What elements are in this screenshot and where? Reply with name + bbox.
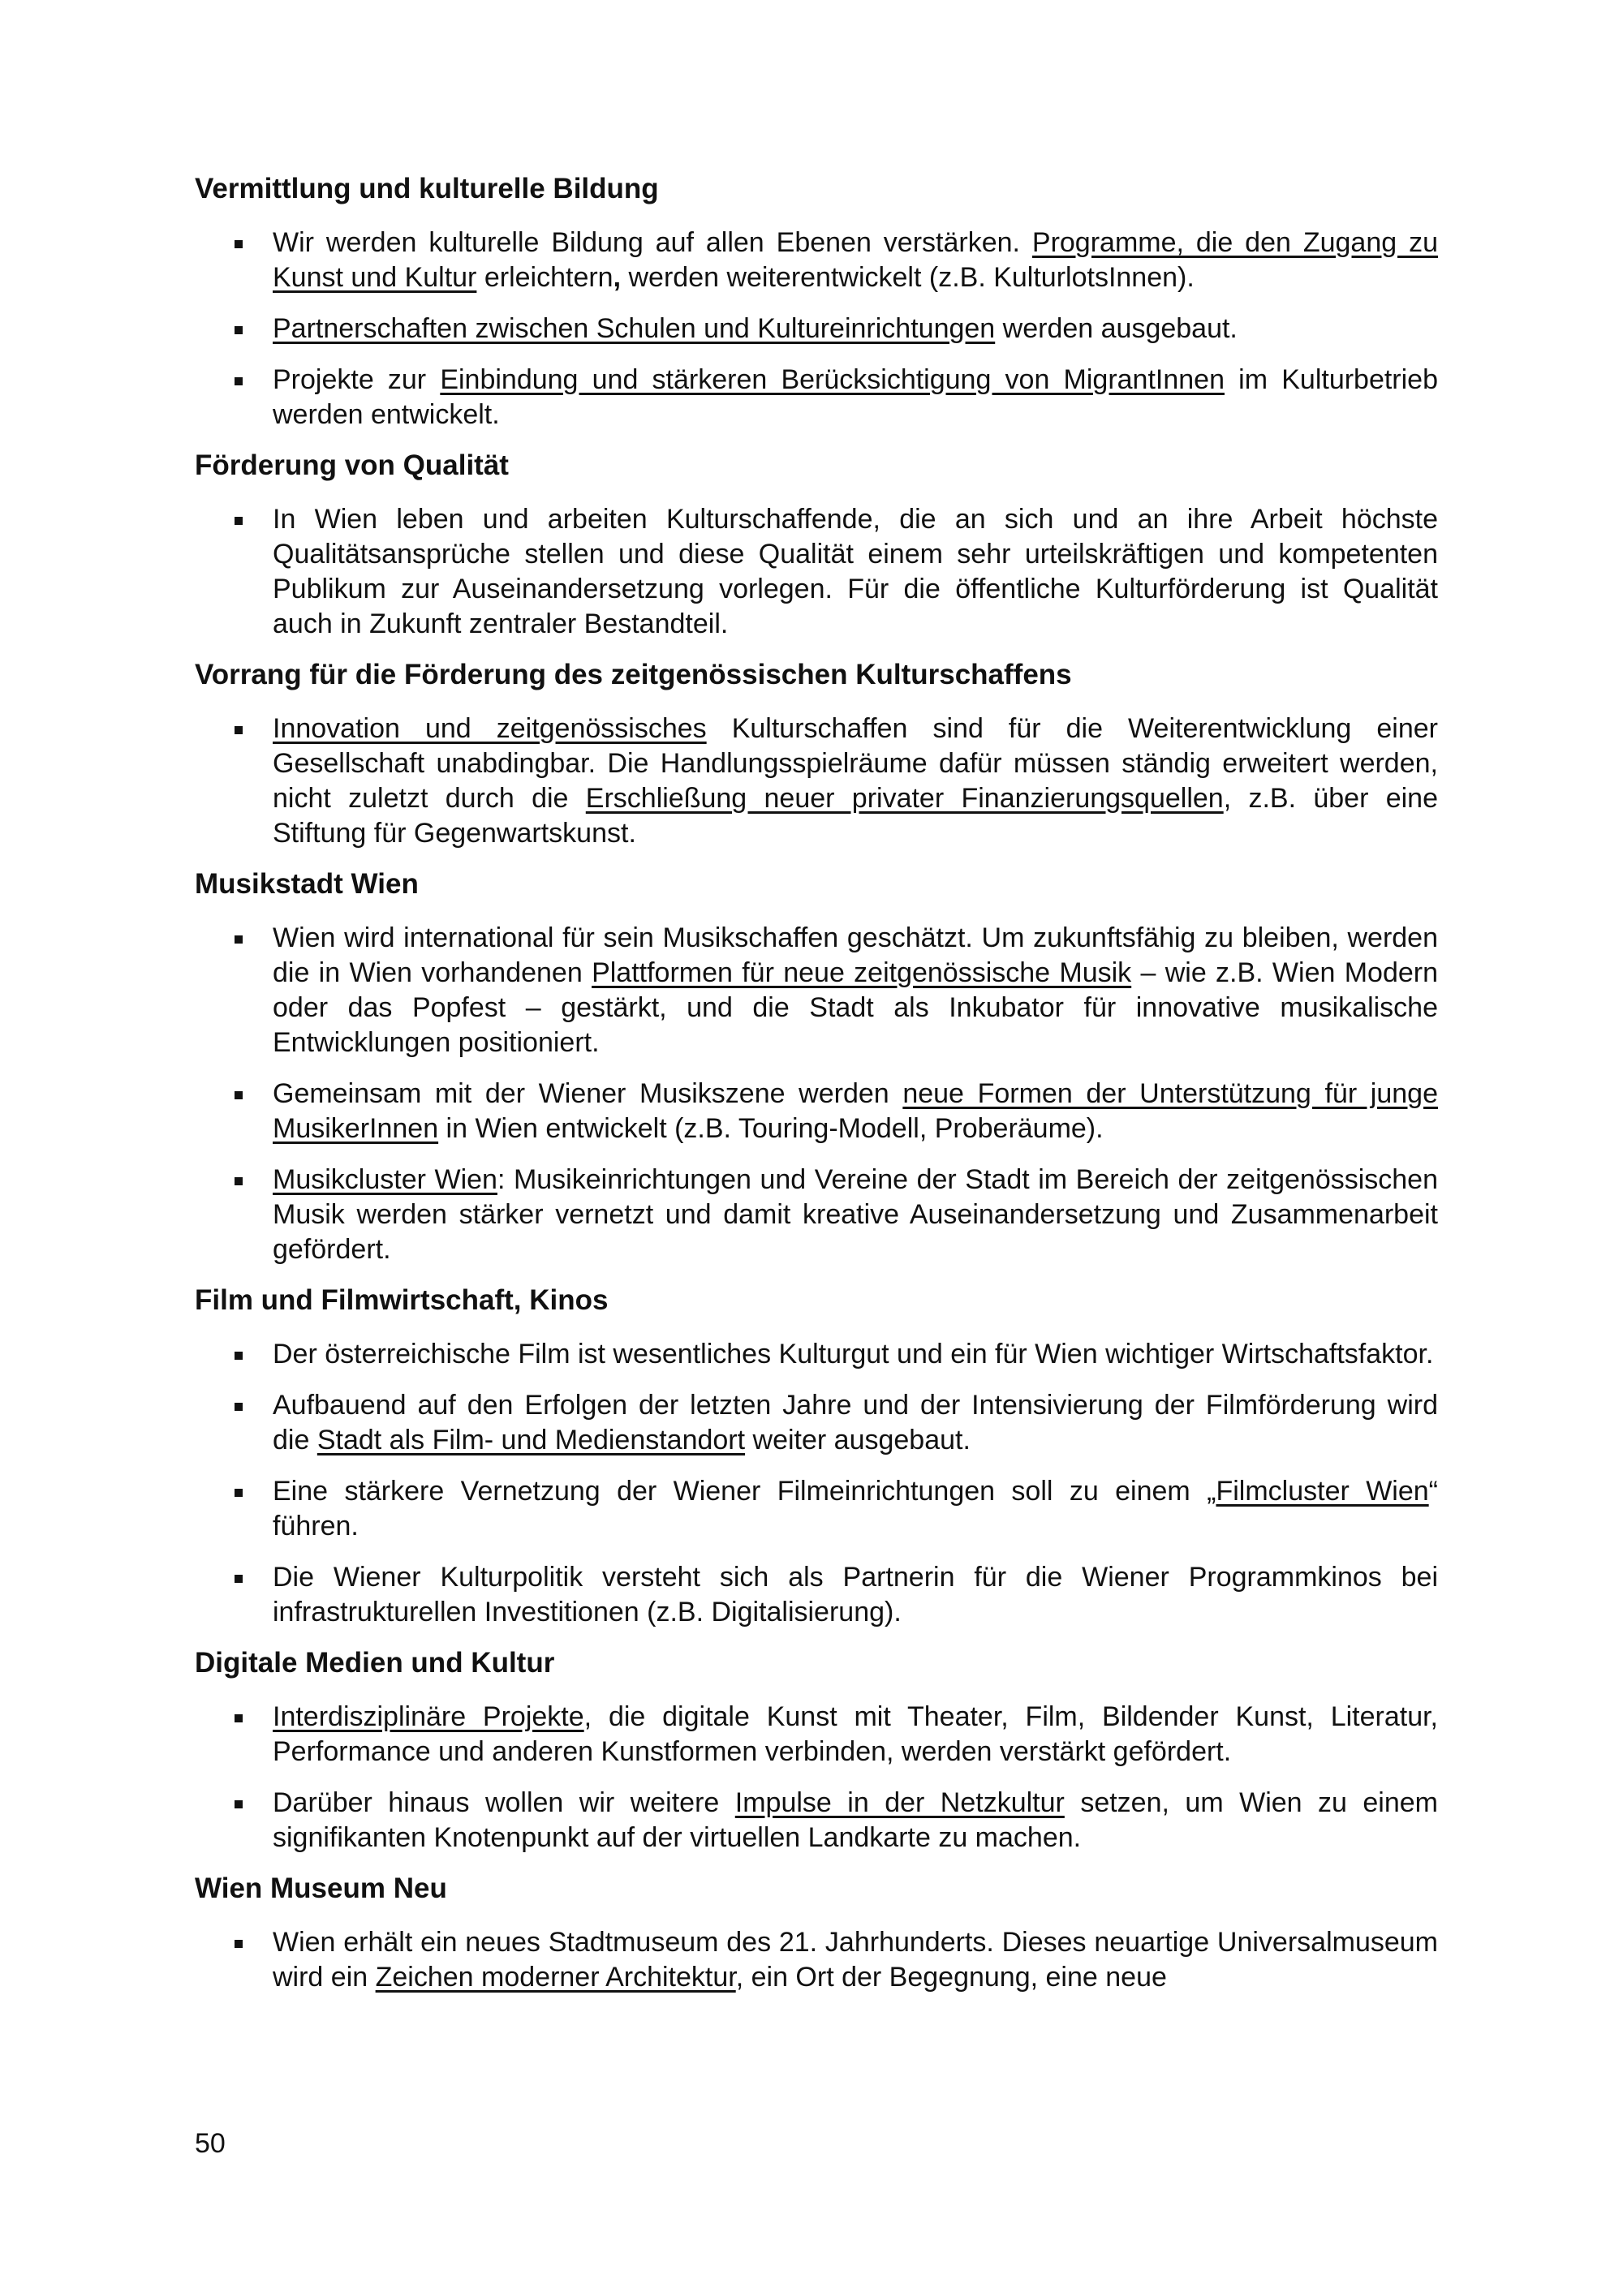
page-number: 50 <box>195 2128 226 2159</box>
list-item <box>195 1700 1438 1769</box>
square-bullet-icon <box>235 1800 243 1808</box>
text-run: weiter ausgebaut. <box>745 1425 971 1455</box>
square-bullet-icon <box>235 377 243 385</box>
square-bullet-icon <box>235 1352 243 1360</box>
list-item-text <box>273 1562 1438 1627</box>
list-item <box>195 1337 1438 1372</box>
underlined-phrase: Interdisziplinäre Projekte <box>273 1701 584 1732</box>
list-item-text <box>273 1390 1438 1455</box>
list-item <box>195 921 1438 1060</box>
underlined-phrase: Zeichen moderner Architektur <box>375 1962 736 1993</box>
section-heading: Digitale Medien und Kultur <box>195 1647 555 1679</box>
underlined-phrase: Programme, die den Zugang zu Kunst und Kultur <box>273 227 1438 293</box>
list-item <box>195 1474 1438 1544</box>
bullet-list <box>195 1700 1438 1855</box>
square-bullet-icon <box>235 1177 243 1185</box>
list-item-text <box>273 1701 1438 1767</box>
text-run: Die Wiener Kulturpolitik versteht sich als Partnerin für die Wiener Programmkinos bei infrastrukturellen Investitionen (z.B. Digitalisierung). <box>273 1562 1438 1627</box>
square-bullet-icon <box>235 1575 243 1583</box>
square-bullet-icon <box>235 1489 243 1497</box>
list-item-text <box>273 1476 1438 1541</box>
text-run: Wien wird international für sein Musikschaffen geschätzt. Um zukunftsfähig zu bleiben, werden die in Wien vorhandenen <box>273 922 1438 988</box>
list-item <box>195 712 1438 851</box>
list-item-text <box>273 1787 1438 1853</box>
text-run: , die digitale Kunst mit Theater, Film, Bildender Kunst, Literatur, Performance und anderen Kunstformen verbinden, werden verstärkt gefördert. <box>273 1701 1438 1767</box>
list-item <box>195 1560 1438 1630</box>
section <box>195 1283 1438 1630</box>
text-run: “ führen. <box>273 1476 1438 1541</box>
text-run: Wien erhält ein neues Stadtmuseum des 21. Jahrhunderts. Dieses neuartige Universalmuseum wird ein <box>273 1927 1438 1993</box>
square-bullet-icon <box>235 1940 243 1948</box>
text-run: im Kulturbetrieb werden entwickelt. <box>273 364 1439 430</box>
list-item <box>195 502 1438 642</box>
list-item-text <box>273 1927 1438 1993</box>
section-heading: Vermittlung und kulturelle Bildung <box>195 173 659 204</box>
text-run: Kulturschaffen sind für die Weiterentwicklung einer Gesellschaft unabdingbar. Die Handlungsspielräume dafür müssen ständig erweitert werden, nicht zuletzt durch die <box>273 713 1438 814</box>
square-bullet-icon <box>235 935 243 944</box>
list-item-text <box>273 1164 1438 1265</box>
page-content <box>195 172 1438 2011</box>
bullet-list <box>195 1337 1438 1630</box>
underlined-phrase: neue Formen der Unterstützung für junge MusikerInnen <box>273 1078 1438 1144</box>
text-run: , ein Ort der Begegnung, eine neue <box>735 1962 1167 1993</box>
square-bullet-icon <box>235 326 243 334</box>
section <box>195 172 1438 432</box>
list-item <box>195 1786 1438 1855</box>
section <box>195 449 1438 642</box>
text-run: In Wien leben und arbeiten Kulturschaffende, die an sich und an ihre Arbeit höchste Qualitätsansprüche stellen und diese Qualität einem sehr urteilskräftigen und kompetenten Publikum zur Auseinandersetzung vorlegen. Für die öffentliche Kulturförderung ist Qualität auch in Zukunft zentraler Bestandteil. <box>273 504 1438 639</box>
underlined-phrase: Partnerschaften zwischen Schulen und Kultureinrichtungen <box>273 313 996 344</box>
text-run: , <box>613 262 622 293</box>
text-run: – wie z.B. Wien Modern oder das Popfest – gestärkt, und die Stadt als Inkubator für innovative musikalische Entwicklungen positioniert. <box>273 957 1438 1058</box>
list-item <box>195 312 1438 346</box>
underlined-phrase: Stadt als Film- und Medienstandort <box>316 1425 746 1455</box>
list-item-text <box>273 1078 1438 1144</box>
underlined-phrase: Impulse in der Netzkultur <box>734 1787 1065 1818</box>
section-heading: Vorrang für die Förderung des zeitgenössischen Kulturschaffens <box>195 659 1072 690</box>
list-item <box>195 1388 1438 1458</box>
underlined-phrase: Erschließung neuer privater Finanzierungsquellen <box>585 783 1224 814</box>
text-run: Wir werden kulturelle Bildung auf allen Ebenen verstärken. <box>273 227 1032 258</box>
text-run: Projekte zur <box>273 364 441 395</box>
square-bullet-icon <box>235 240 243 248</box>
text-run: Darüber hinaus wollen wir weitere <box>273 1787 735 1818</box>
section-heading: Förderung von Qualität <box>195 449 509 481</box>
list-item <box>195 226 1438 295</box>
text-run: erleichtern <box>476 262 613 293</box>
list-item-text <box>273 1339 1433 1369</box>
list-item-text <box>273 504 1438 639</box>
text-run: werden weiterentwickelt (z.B. KulturlotsInnen). <box>621 262 1195 293</box>
list-item-text <box>273 713 1438 849</box>
text-run: in Wien entwickelt (z.B. Touring-Modell, Proberäume). <box>438 1113 1104 1144</box>
section <box>195 1646 1438 1855</box>
text-run: , z.B. über eine Stiftung für Gegenwartskunst. <box>273 783 1439 849</box>
section-heading: Wien Museum Neu <box>195 1872 447 1904</box>
list-item-text <box>273 922 1438 1058</box>
section-heading: Film und Filmwirtschaft, Kinos <box>195 1284 609 1316</box>
square-bullet-icon <box>235 1714 243 1722</box>
text-run: setzen, um Wien zu einem signifikanten Knotenpunkt auf der virtuellen Landkarte zu machen. <box>273 1787 1438 1853</box>
underlined-phrase: Innovation und zeitgenössisches <box>273 713 707 744</box>
square-bullet-icon <box>235 1403 243 1411</box>
text-run: Eine stärkere Vernetzung der Wiener Filmeinrichtungen soll zu einem „ <box>273 1476 1216 1507</box>
list-item-text <box>273 227 1438 293</box>
section <box>195 1872 1438 1995</box>
square-bullet-icon <box>235 726 243 734</box>
text-run: : Musikeinrichtungen und Vereine der Stadt im Bereich der zeitgenössischen Musik werden stärker vernetzt und damit kreative Auseinandersetzung und Zusammenarbeit gefördert. <box>273 1164 1439 1265</box>
bullet-list <box>195 712 1438 851</box>
text-run: werden ausgebaut. <box>995 313 1238 344</box>
bullet-list <box>195 502 1438 642</box>
underlined-phrase: Plattformen für neue zeitgenössische Musik <box>592 957 1132 988</box>
list-item <box>195 1163 1438 1267</box>
bullet-list <box>195 1925 1438 1995</box>
section <box>195 658 1438 851</box>
list-item <box>195 1077 1438 1146</box>
underlined-phrase: Einbindung und stärkeren Berücksichtigung von MigrantInnen <box>440 364 1225 395</box>
square-bullet-icon <box>235 1091 243 1099</box>
section <box>195 867 1438 1267</box>
list-item-text <box>273 313 1238 344</box>
underlined-phrase: Musikcluster Wien <box>273 1164 497 1195</box>
section-heading: Musikstadt Wien <box>195 868 419 900</box>
list-item <box>195 363 1438 432</box>
text-run: Der österreichische Film ist wesentliches Kulturgut und ein für Wien wichtiger Wirtschaftsfaktor. <box>273 1339 1434 1369</box>
text-run: Aufbauend auf den Erfolgen der letzten Jahre und der Intensivierung der Filmförderung wird die <box>273 1390 1438 1455</box>
bullet-list <box>195 226 1438 432</box>
bullet-list <box>195 921 1438 1267</box>
text-run: Gemeinsam mit der Wiener Musikszene werden <box>273 1078 903 1109</box>
square-bullet-icon <box>235 517 243 525</box>
list-item-text <box>273 364 1438 430</box>
underlined-phrase: Filmcluster Wien <box>1216 1476 1429 1507</box>
list-item <box>195 1925 1438 1995</box>
